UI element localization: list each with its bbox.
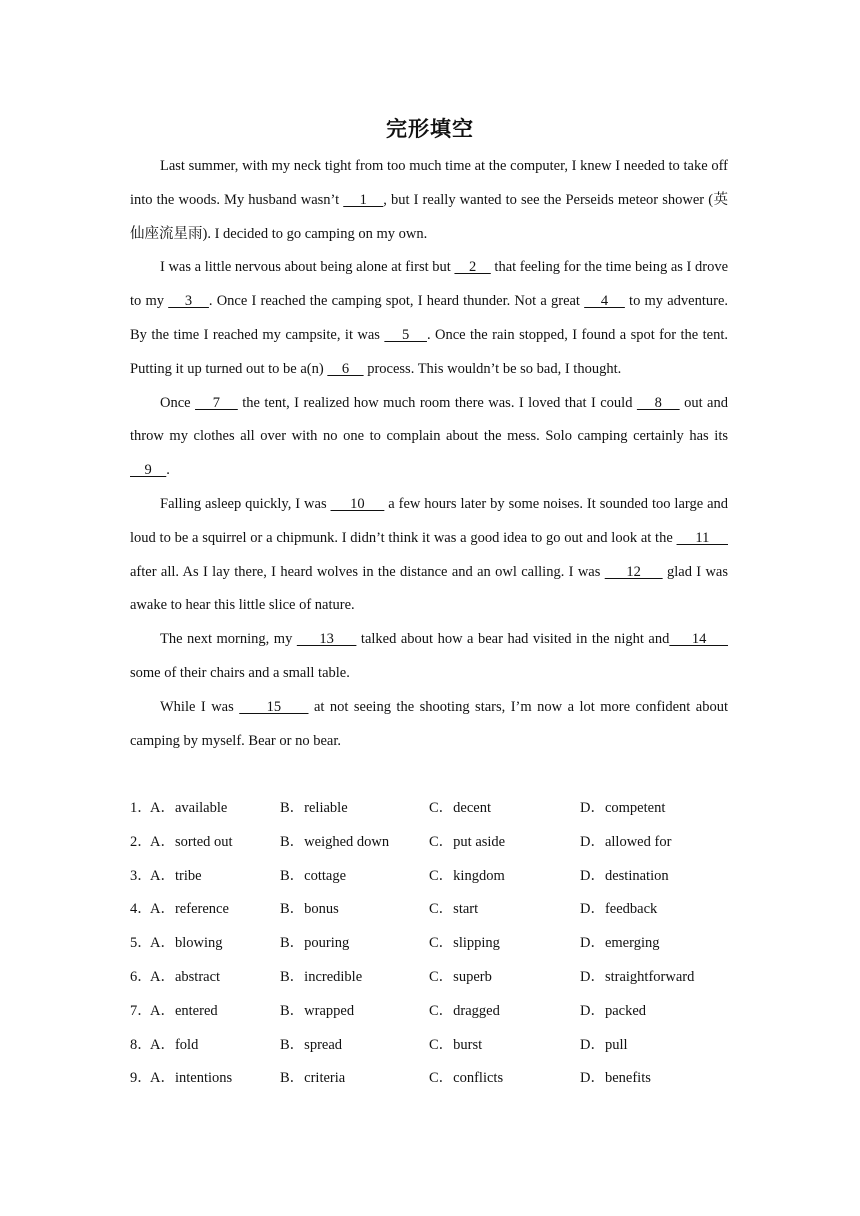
blank-15[interactable]: 15: [239, 698, 309, 715]
question-number: 1．: [130, 800, 152, 816]
passage-text: process. This wouldn’t be so bad, I thought.: [363, 360, 622, 377]
passage-paragraph: [130, 387, 728, 488]
passage-text: that feeling for the time being as I drove to my: [130, 259, 729, 310]
option-c[interactable]: C．slipping: [429, 935, 500, 952]
question-number: 8．: [130, 1036, 152, 1053]
option-d[interactable]: D．competent: [580, 800, 666, 816]
passage-text: talked about how a bear had visited in the night and: [356, 631, 670, 648]
question-row: [130, 826, 770, 860]
option-a[interactable]: A．intentions: [150, 1070, 233, 1087]
question-number: 5．: [130, 935, 152, 952]
option-c[interactable]: C．decent: [429, 800, 492, 816]
blank-2[interactable]: 2: [454, 259, 491, 276]
passage-paragraph: [130, 691, 728, 759]
option-b[interactable]: B．criteria: [280, 1070, 346, 1087]
blank-11[interactable]: 11: [676, 529, 728, 546]
option-d[interactable]: D．pull: [580, 1036, 628, 1053]
question-row: [130, 927, 770, 961]
blank-13[interactable]: 13: [296, 631, 357, 648]
passage-paragraph: [130, 623, 728, 691]
question-row: [130, 961, 770, 995]
passage-text: at not seeing the shooting stars, I’m now a lot more confident about camping by myself. Bear or no bear.: [130, 698, 728, 749]
blank-9[interactable]: 9: [130, 462, 167, 479]
blank-8[interactable]: 8: [636, 394, 680, 411]
blank-6[interactable]: 6: [327, 360, 364, 377]
question-number: 3．: [130, 867, 152, 884]
passage-text: While I was: [160, 698, 240, 715]
question-row: [130, 792, 770, 826]
question-number: 6．: [130, 968, 152, 985]
passage-text: Last summer, with my neck tight from too much time at the computer, I knew I needed to take off into the woods. My husband wasn’t: [130, 158, 728, 208]
passage-text: Falling asleep quickly, I was: [160, 495, 331, 512]
question-row: [130, 1029, 770, 1063]
option-d[interactable]: D．straightforward: [580, 968, 695, 985]
option-c[interactable]: C．superb: [429, 968, 492, 985]
option-a[interactable]: A．entered: [150, 1002, 218, 1019]
option-b[interactable]: B．reliable: [280, 800, 348, 816]
passage-text: to my adventure. By the time I reached my campsite, it was: [130, 293, 729, 343]
option-b[interactable]: B．wrapped: [280, 1002, 355, 1019]
passage-text: some of their chairs and a small table.: [130, 664, 350, 681]
answer-options: [130, 792, 770, 1096]
option-b[interactable]: B．spread: [280, 1036, 343, 1053]
question-row: [130, 1062, 770, 1096]
passage-text: glad I was awake to hear this little slice of nature.: [130, 563, 729, 614]
option-d[interactable]: D．destination: [580, 867, 669, 884]
blank-1[interactable]: 1: [343, 191, 384, 208]
question-number: 9．: [130, 1070, 152, 1087]
blank-5[interactable]: 5: [384, 326, 427, 343]
page-title: 完形填空: [386, 117, 474, 141]
passage-paragraph: [130, 150, 728, 251]
question-row: [130, 893, 770, 927]
passage-text: the tent, I realized how much room there was. I loved that I could: [237, 394, 637, 411]
blank-14[interactable]: 14: [669, 631, 729, 648]
option-a[interactable]: A．tribe: [150, 867, 202, 884]
option-c[interactable]: C．conflicts: [429, 1070, 504, 1087]
passage-text: . Once I reached the camping spot, I heard thunder. Not a great: [208, 293, 585, 310]
blank-7[interactable]: 7: [195, 394, 238, 411]
option-b[interactable]: B．incredible: [280, 968, 363, 985]
question-number: 7．: [130, 1002, 152, 1019]
blank-3[interactable]: 3: [168, 293, 209, 310]
question-row: [130, 995, 770, 1029]
question-row: [130, 860, 770, 894]
passage-text: out and throw my clothes all over with no one to complain about the mess. Solo camping certainly has its: [130, 394, 728, 445]
blank-12[interactable]: 12: [604, 563, 663, 580]
option-d[interactable]: D．benefits: [580, 1070, 651, 1087]
question-number: 2．: [130, 833, 152, 850]
passage-text: I was a little nervous about being alone at first but: [160, 259, 455, 276]
passage-text: The next morning, my: [160, 631, 297, 648]
option-c[interactable]: C．kingdom: [429, 867, 505, 884]
option-d[interactable]: D．feedback: [580, 901, 658, 918]
passage-text: Once: [160, 394, 196, 411]
cloze-passage: [130, 150, 728, 758]
option-a[interactable]: A．blowing: [150, 935, 223, 952]
option-c[interactable]: C．put aside: [429, 833, 506, 850]
passage-text: a few hours later by some noises. It sounded too large and loud to be a squirrel or a chipmunk. I didn’t think it was a good idea to go out and look at the: [130, 495, 729, 546]
option-a[interactable]: A．fold: [150, 1036, 199, 1053]
option-a[interactable]: A．sorted out: [150, 833, 233, 850]
question-number: 4．: [130, 901, 152, 918]
option-c[interactable]: C．dragged: [429, 1002, 500, 1019]
option-b[interactable]: B．cottage: [280, 867, 347, 884]
option-b[interactable]: B．pouring: [280, 935, 350, 952]
option-d[interactable]: D．emerging: [580, 935, 660, 952]
option-b[interactable]: B．bonus: [280, 901, 339, 918]
option-a[interactable]: A．reference: [150, 901, 229, 918]
passage-text: .: [166, 462, 170, 479]
option-c[interactable]: C．burst: [429, 1036, 483, 1053]
blank-4[interactable]: 4: [584, 293, 625, 310]
option-d[interactable]: D．allowed for: [580, 833, 672, 850]
option-c[interactable]: C．start: [429, 901, 479, 918]
option-b[interactable]: B．weighed down: [280, 833, 390, 850]
passage-text: . Once the rain stopped, I found a spot for the tent. Putting it up turned out to be a(n): [130, 326, 729, 377]
option-d[interactable]: D．packed: [580, 1002, 647, 1019]
blank-10[interactable]: 10: [330, 495, 385, 512]
passage-text: after all. As I lay there, I heard wolves in the distance and an owl calling. I was: [130, 563, 605, 580]
passage-paragraph: [130, 251, 728, 386]
option-a[interactable]: A．abstract: [150, 968, 221, 985]
option-a[interactable]: A．available: [150, 800, 228, 816]
passage-paragraph: [130, 488, 728, 623]
passage-text: , but I really wanted to see the Perseids meteor shower (英仙座流星雨). I decided to go camping on my own.: [130, 191, 729, 242]
